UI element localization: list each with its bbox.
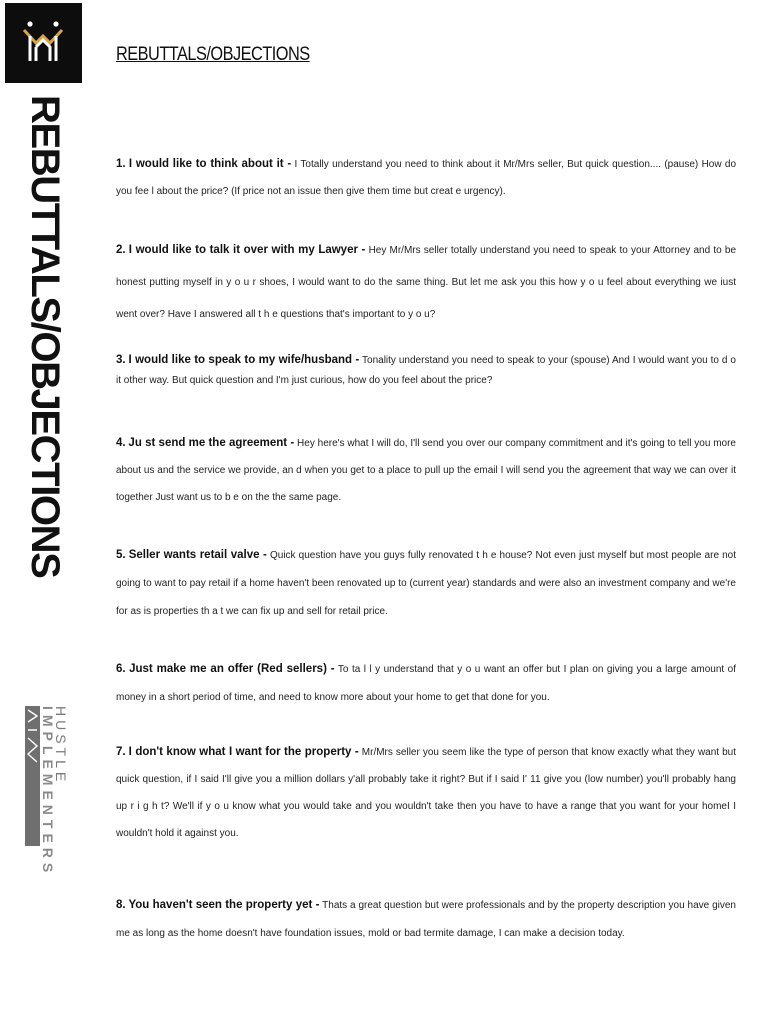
item-objection: Just make me an offer (Red sellers) -: [129, 663, 335, 675]
vertical-title: [23, 95, 67, 578]
item-rebuttal: Thats a great question but were professionals and by the property description you have given me as long as the home doesn't have foundation issues, mold or bad termite damage, I can make a decision today.: [116, 900, 736, 939]
item-objection: Seller wants retail valve -: [128, 549, 267, 561]
side-brand-logo: [25, 706, 67, 958]
item-number: 1.: [116, 158, 126, 170]
brand-word-hustle: HUSTLE: [53, 706, 69, 786]
vertical-title-text: REBUTTALS/OBJECTIONS: [23, 95, 67, 578]
rebuttal-item: [116, 234, 736, 331]
page-title: REBUTTALS/OBJECTIONS: [116, 44, 310, 65]
item-number: 6.: [116, 663, 126, 675]
rebuttal-item: [116, 350, 736, 391]
rebuttal-item: [116, 151, 736, 205]
item-rebuttal: Hey here's what I will do, I'll send you over our company commitment and it's going to tell you more about us and the service we provide, an d when you get to a place to pull up the email I will send you the agreement that way we can over it together Just want us to b e on the the same page.: [116, 438, 736, 503]
item-rebuttal: Mr/Mrs seller you seem like the type of person that know exactly what they want but quick question, if I said I'll give you a million dollars y'all probably take it right? But if I said I' 11 give you (low number) you'll probably hang up r i g h t? We'll if y o u know what you would take and you wouldn't take then you have to have a range that you want for your homeI I wouldn't hold it against you.: [116, 747, 737, 839]
item-number: 7.: [116, 746, 126, 758]
brand-word-implementers: IMPLEMENTERS: [40, 706, 56, 878]
brand-logo: [5, 3, 82, 83]
item-objection: I would like to speak to my wife/husband -: [128, 354, 360, 366]
item-rebuttal: To ta l l y understand that y o u want an offer but I plan on giving you a large amount of money in a short period of time, and need to know more about your home to get that done for you.: [116, 664, 737, 703]
item-rebuttal: I Totally understand you need to think about it Mr/Mrs seller, But quick question.... (pause) How do you fee l about the price? (If price not an issue then give them time but creat e urgency).: [116, 159, 737, 197]
item-objection: Ju st send me the agreement -: [128, 437, 295, 449]
item-objection: I would like to think about it -: [128, 158, 292, 170]
item-number: 5.: [116, 549, 126, 561]
item-objection: You haven't seen the property yet -: [128, 899, 320, 911]
rebuttal-item: [116, 541, 736, 626]
item-objection: I would like to talk it over with my Lawyer -: [128, 244, 366, 256]
item-rebuttal: Quick question have you guys fully renovated t h e house? Not even just myself but most people are not going to want to pay retail if a home haven't been renovated up to (current year) standards and were also an investment company and we're for as is properties th a t we can fix up and sell for retail price.: [116, 550, 737, 617]
item-rebuttal: Tonality understand you need to speak to your (spouse) And I would want you to d o it other way. But quick question and I'm just curious, how do you feel about the price?: [116, 355, 736, 386]
item-number: 3.: [116, 354, 126, 366]
rebuttal-item: [116, 430, 736, 511]
item-objection: I don't know what I want for the property -: [128, 746, 359, 758]
rebuttal-item: [116, 891, 736, 948]
rebuttal-item: [116, 655, 736, 712]
item-number: 2.: [116, 244, 126, 256]
brand-words: [25, 706, 67, 958]
item-number: 8.: [116, 899, 126, 911]
item-rebuttal: Hey Mr/Mrs seller totally understand you need to speak to your Attorney and to be honest putting myself in y o u r shoes, I would want to do the same thing. But let me ask you this how y o u feel about everything we iust went over? Have I answered all t h e questions that's important to y o u?: [116, 245, 737, 320]
rebuttal-item: [116, 739, 736, 847]
hi-monogram-icon: [5, 3, 82, 83]
item-number: 4.: [116, 437, 126, 449]
